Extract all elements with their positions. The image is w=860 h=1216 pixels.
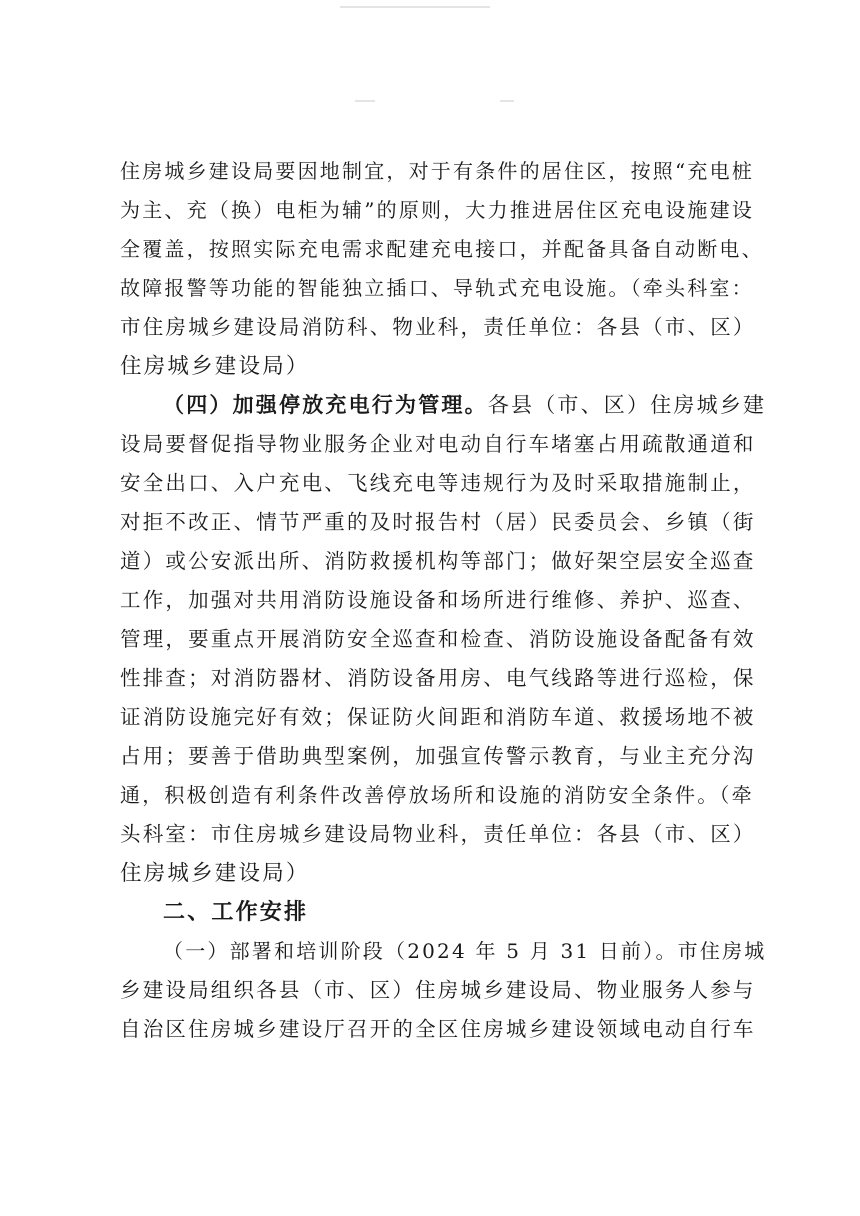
text-line: 故障报警等功能的智能独立插口、导轨式充电设施。（牵头科室： [120,276,754,300]
text-line: 对拒不改正、情节严重的及时报告村（居）民委员会、乡镇（街 [120,510,756,534]
scan-artifact [355,100,375,102]
text-line: 住房城乡建设局） [120,354,310,379]
text-line: 市住房城乡建设局消防科、物业科，责任单位：各县（市、区） [120,315,756,339]
text-line: 全覆盖，按照实际充电需求配建充电接口，并配备具备自动断电、 [120,237,764,261]
subsection-1-title: （一）部署和培训阶段（2024 年 5 月 31 日前）。 [163,939,678,963]
text-line: 性排查；对消防器材、消防设备用房、电气线路等进行巡检，保 [120,666,756,690]
scan-artifact [500,100,514,102]
text-line: 设局要督促指导物业服务企业对电动自行车堵塞占用疏散通道和 [120,432,756,456]
text-line: 自治区住房城乡建设厅召开的全区住房城乡建设领域电动自行车 [120,1017,756,1041]
text-line: 头科室：市住房城乡建设局物业科，责任单位：各县（市、区） [120,822,756,846]
text-line: 管理，要重点开展消防安全巡查和检查、消防设施设备配备有效 [120,627,756,651]
text-line: 住房城乡建设局要因地制宜，对于有条件的居住区，按照“充电桩 [120,159,755,183]
text-line: 住房城乡建设局） [120,861,310,886]
section-4-first-line [120,386,766,425]
text-line: 乡建设局组织各县（市、区）住房城乡建设局、物业服务人参与 [120,978,756,1002]
text-line: 占用；要善于借助典型案例，加强宣传警示教育，与业主充分沟 [120,744,756,768]
text-line: 证消防设施完好有效；保证防火间距和消防车道、救援场地不被 [120,705,756,729]
text-line: 工作，加强对共用消防设施设备和场所进行维修、养护、巡查、 [120,588,756,612]
text-line: 为主、充（换）电柜为辅”的原则，大力推进居住区充电设施建设 [120,198,755,222]
scan-artifact [340,6,490,8]
section-4-title: （四）加强停放充电行为管理。 [163,393,488,417]
section-4-text: 各县（市、区）住房城乡建 [487,393,767,417]
text-line: 安全出口、入户充电、飞线充电等违规行为及时采取措施制止， [120,471,756,495]
text-line: 道）或公安派出所、消防救援机构等部门；做好架空层安全巡查 [120,549,756,573]
section-heading: 二、工作安排 [163,900,309,925]
text-line: 通，积极创造有利条件改善停放场所和设施的消防安全条件。（牵 [120,783,754,807]
subsection-1-text: 市住房城 [677,939,767,963]
body-text [120,152,766,1049]
subsection-1-first-line [120,932,766,971]
